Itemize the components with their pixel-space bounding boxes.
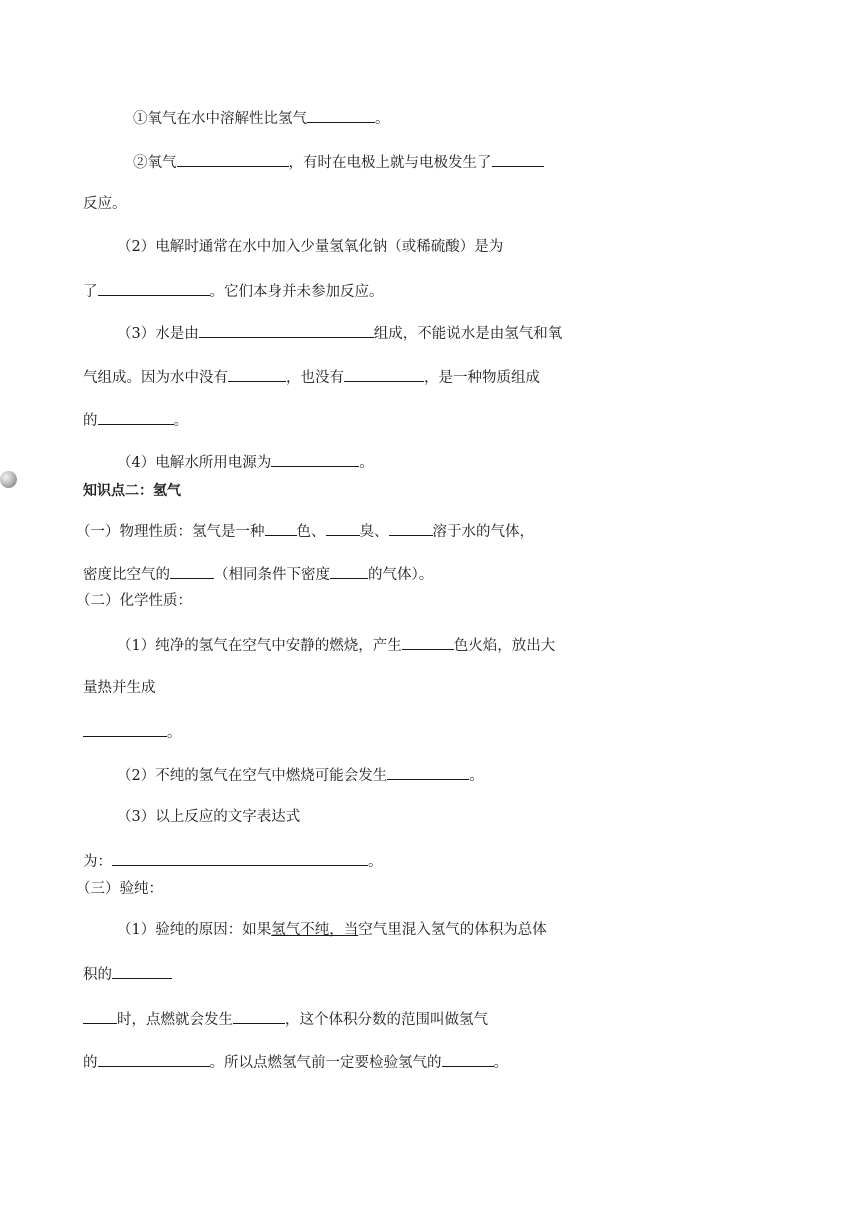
blank[interactable] xyxy=(442,1052,494,1067)
blank[interactable] xyxy=(402,635,454,650)
blank[interactable] xyxy=(344,367,424,382)
blank[interactable] xyxy=(387,765,469,780)
text-line: 时，点燃就会发生 ，这个体积分数的范围叫做氢气 xyxy=(83,1009,488,1029)
blank[interactable] xyxy=(271,452,359,467)
text-line: （4）电解水所用电源为 。 xyxy=(117,452,374,472)
blank[interactable] xyxy=(83,722,167,737)
text-line: （1）验纯的原因：如果氢气不纯，当空气里混入氢气的体积为总体 xyxy=(117,922,547,938)
blank[interactable] xyxy=(265,521,297,536)
blank[interactable] xyxy=(228,367,286,382)
blank[interactable] xyxy=(492,152,544,167)
text-line: 了 。它们本身并未参加反应。 xyxy=(83,281,384,301)
blank[interactable] xyxy=(233,1009,285,1024)
blank[interactable] xyxy=(98,410,174,425)
text-line: （二）化学性质： xyxy=(76,593,192,609)
text-line: 反应。 xyxy=(83,196,127,212)
section-heading: 知识点二：氢气 xyxy=(83,483,181,499)
blank[interactable] xyxy=(326,521,360,536)
blank[interactable] xyxy=(98,1052,210,1067)
text-line: 气组成。因为水中没有 ，也没有 ，是一种物质组成 xyxy=(83,367,540,387)
text-line: ②氧气 ，有时在电极上就与电极发生了 xyxy=(133,152,544,172)
blank[interactable] xyxy=(112,964,172,979)
text-line: 。 xyxy=(83,722,182,742)
text-line: （1）纯净的氢气在空气中安静的燃烧，产生 色火焰，放出大 xyxy=(117,635,555,655)
text-line: ①氧气在水中溶解性比氢气 。 xyxy=(133,108,390,128)
blank[interactable] xyxy=(307,108,375,123)
text-line: 密度比空气的 （相同条件下密度 的气体）。 xyxy=(83,564,433,584)
blank[interactable] xyxy=(330,564,368,579)
blank[interactable] xyxy=(98,281,210,296)
bullet-dot-icon xyxy=(0,471,17,488)
text-line: （2）不纯的氢气在空气中燃烧可能会发生 。 xyxy=(117,765,484,785)
text-line: 的 。 xyxy=(83,410,188,430)
text-line: 为： 。 xyxy=(83,851,383,871)
blank[interactable] xyxy=(170,564,214,579)
blank[interactable] xyxy=(177,152,289,167)
text-line: （2）电解时通常在水中加入少量氢氧化钠（或稀硫酸）是为 xyxy=(117,239,504,255)
text-line: （三）验纯： xyxy=(76,881,163,897)
text-line: 的 。所以点燃氢气前一定要检验氢气的 。 xyxy=(83,1052,508,1072)
blank[interactable] xyxy=(83,1009,117,1024)
text-line: 量热并生成 xyxy=(83,680,156,696)
blank[interactable] xyxy=(199,323,374,338)
text-line: 积的 xyxy=(83,964,172,984)
text-line: （一）物理性质：氢气是一种 色、 臭、 溶于水的气体， xyxy=(76,521,534,541)
blank[interactable] xyxy=(389,521,433,536)
text-line: （3）水是由 组成，不能说水是由氢气和氧 xyxy=(117,323,562,343)
text-line: （3）以上反应的文字表达式 xyxy=(117,809,301,825)
blank[interactable] xyxy=(112,851,368,866)
